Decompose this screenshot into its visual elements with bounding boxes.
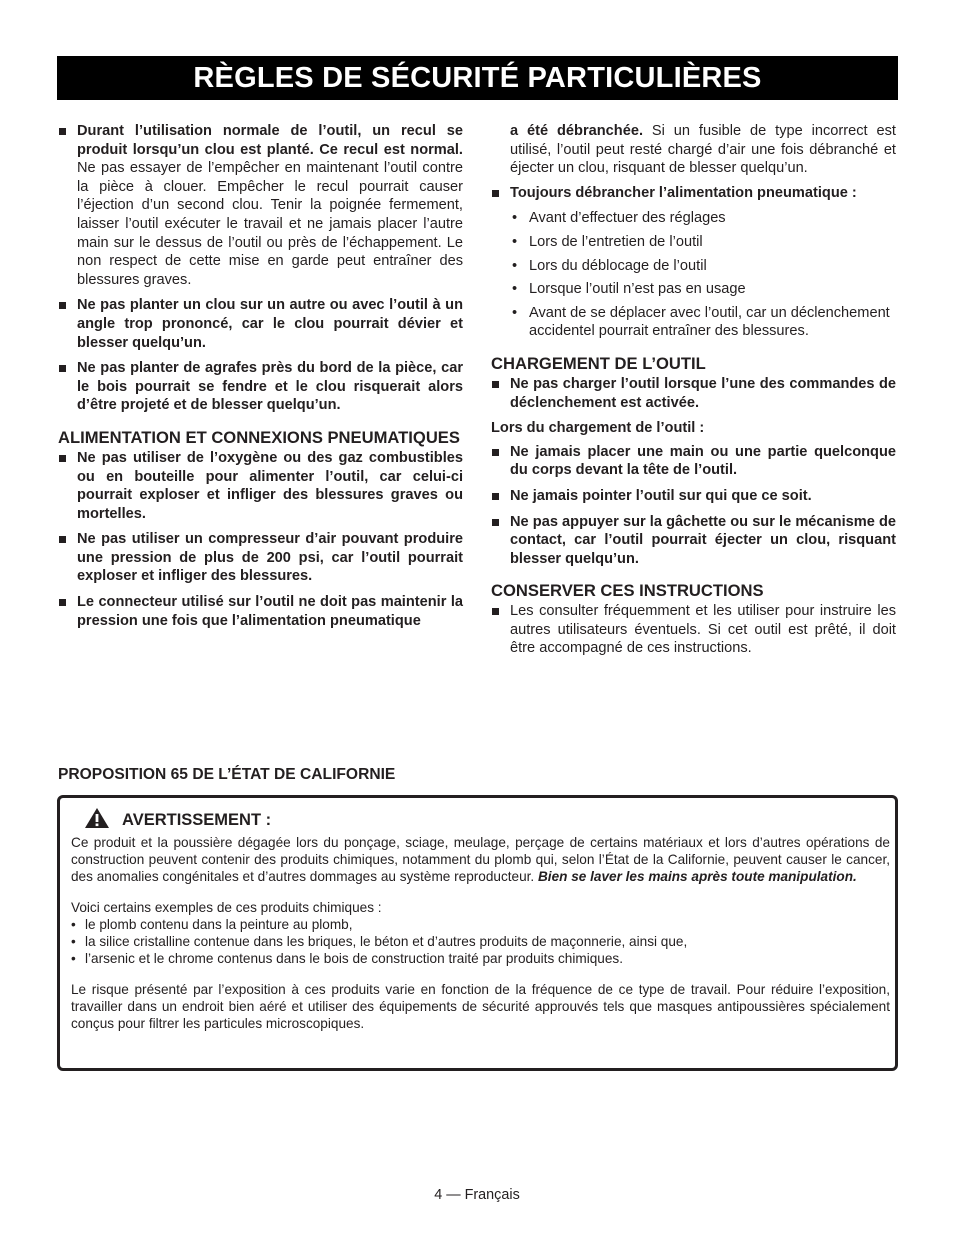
list-item: Ne jamais placer une main ou une partie quelconque du corps devant la tête de l’outil. xyxy=(491,443,896,480)
warning-paragraph: Le risque présenté par l’exposition à ces produits varie en fonction de la fréquence de ce type de travail. Pour réduire l’exposition, travailler dans un endroit bien aéré et utiliser des équipements de sécurité approuvés tels que masques antipoussières spécialement conçus pour filtrer les particules microscopiques. xyxy=(71,982,890,1031)
list-item: Les consulter fréquemment et les utiliser pour instruire les autres utilisateurs éventuels. Si cet outil est prêté, il doit être accompagné de ces instructions. xyxy=(491,602,896,658)
warning-paragraph: Voici certains exemples de ces produits chimiques : xyxy=(71,900,382,915)
subheading: Lors du chargement de l’outil : xyxy=(491,420,705,437)
section-heading-chargement: CHARGEMENT DE L’OUTIL xyxy=(491,353,706,373)
list-item: Ne pas charger l’outil lorsque l’une des commandes de déclenchement est activée. xyxy=(491,375,896,412)
list-item: Toujours débrancher l’alimentation pneumatique : xyxy=(491,184,896,203)
page-title: RÈGLES DE SÉCURITÉ PARTICULIÈRES xyxy=(57,56,898,100)
warning-list-item: • la silice cristalline contenue dans les briques, le béton et d’autres produits de maçonnerie, ainsi que, xyxy=(71,933,890,950)
section-heading-conserver: CONSERVER CES INSTRUCTIONS xyxy=(491,581,764,601)
section-heading-alimentation: ALIMENTATION ET CONNEXIONS PNEUMATIQUES xyxy=(58,427,460,447)
list-item: Ne jamais pointer l’outil sur qui que ce soit. xyxy=(491,487,896,506)
page-footer: 4 — Français xyxy=(434,1187,520,1203)
list-item: Durant l’utilisation normale de l’outil, un recul se produit lorsqu’un clou est planté. Ce recul est normal. Ne pas essayer de l’empêcher en maintenant l’outil contre la pièce à clouer. Empêcher le recul pourrait causer l’éjection d’un second clou. Tenir la poignée fermement, laisser l’outil exécuter le travail et ne jamais placer l’autre main sur le dessus de l’outil ou près de l’échappement. Le non respect de cette mise en garde peut entraîner des blessures graves. xyxy=(58,122,463,289)
warning-list-item: • l’arsenic et le chrome contenus dans le bois de construction traité par produits chimiques. xyxy=(71,950,890,967)
warning-box xyxy=(57,795,898,1071)
list-item: Ne pas planter un clou sur un autre ou avec l’outil à un angle trop prononcé, car le clou pourrait dévier et blesser quelqu’un. xyxy=(58,296,463,352)
warning-paragraph: Ce produit et la poussière dégagée lors du ponçage, sciage, meulage, perçage de certains matériaux et lors d’autres opérations de construction peuvent contenir des produits chimiques, notamment du plomb qui, selon l’État de la Californie, peuvent causer le cancer, des anomalies congénitales et d’autres dommages au système reproducteur. Bien se laver les mains après toute manipulation. xyxy=(71,835,890,884)
sub-list-item: • Lors du déblocage de l’outil xyxy=(491,257,896,276)
sub-list-item: • Lors de l’entretien de l’outil xyxy=(491,233,896,252)
prop65-heading: PROPOSITION 65 DE L’ÉTAT DE CALIFORNIE xyxy=(58,766,396,783)
warning-body xyxy=(71,834,890,1032)
list-item-continuation: a été débranchée. Si un fusible de type incorrect est utilisé, l’outil peut resté chargé d’air une fois débranché et éjecter un clou, risquant de blesser quelqu’un. xyxy=(510,123,896,177)
sub-list-item: • Avant de se déplacer avec l’outil, car un déclenchement accidentel pourrait entraîner des blessures. xyxy=(491,304,896,341)
list-item: Ne pas appuyer sur la gâchette ou sur le mécanisme de contact, car l’outil pourrait éjecter un clou, risquant blesser quelqu’un. xyxy=(491,513,896,569)
warning-header xyxy=(84,807,271,834)
list-item: Le connecteur utilisé sur l’outil ne doit pas maintenir la pression une fois que l’alimentation pneumatique xyxy=(58,593,463,630)
warning-list-item: • le plomb contenu dans la peinture au plomb, xyxy=(71,916,890,933)
sub-list-item: • Lorsque l’outil n’est pas en usage xyxy=(491,280,896,299)
list-item: Ne pas utiliser un compresseur d’air pouvant produire une pression de plus de 200 psi, car l’outil pourrait exploser et infliger des blessures. xyxy=(58,530,463,586)
right-column xyxy=(491,122,896,665)
list-item: Ne pas utiliser de l’oxygène ou des gaz combustibles ou en bouteille pour alimenter l’outil, car celui-ci pourrait exploser et infliger des blessures graves ou mortelles. xyxy=(58,449,463,523)
warning-label: AVERTISSEMENT : xyxy=(122,811,272,829)
list-item: Ne pas planter de agrafes près du bord de la pièce, car le bois pourrait se fendre et le clou risquerait alors d’être projeté et de blesser quelqu’un. xyxy=(58,359,463,415)
sub-list-item: • Avant d’effectuer des réglages xyxy=(491,209,896,228)
warning-triangle-icon xyxy=(84,807,110,834)
left-column xyxy=(58,122,463,637)
